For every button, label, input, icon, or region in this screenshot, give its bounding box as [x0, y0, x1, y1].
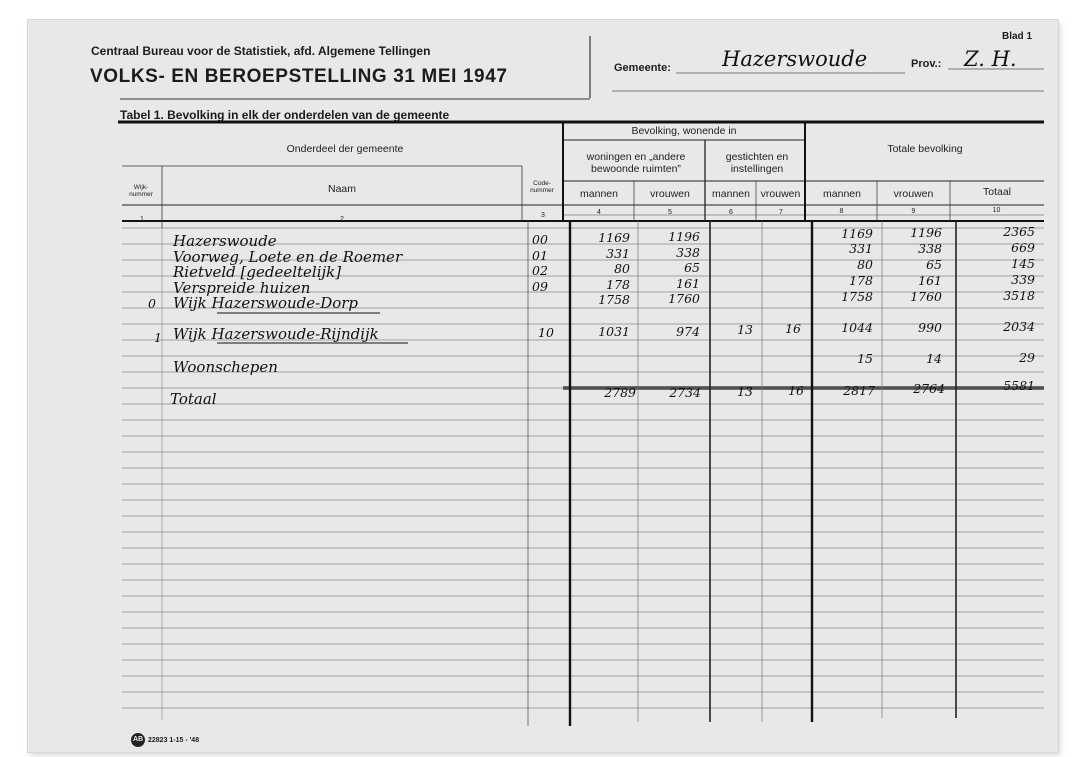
row-woningen-mannen: 2789 — [604, 385, 636, 400]
printer-logo-icon: AB — [131, 733, 145, 747]
row-totaal-totaal: 669 — [1011, 240, 1035, 255]
header-gestichten: gestichten en instellingen — [725, 151, 789, 175]
row-woningen-mannen: 80 — [614, 261, 630, 276]
row-woningen-vrouwen: 65 — [684, 260, 700, 275]
print-code: 22823 1-15 - '48 — [148, 737, 200, 744]
column-number: 5 — [668, 209, 672, 216]
row-totaal-mannen: 178 — [849, 273, 873, 288]
row-name: Rietveld [gedeeltelijk] — [173, 263, 342, 281]
row-totaal-vrouwen: 2764 — [913, 381, 945, 396]
header-totaal: Totaal — [982, 186, 1012, 198]
row-woningen-vrouwen: 2734 — [669, 385, 701, 400]
column-number: 6 — [729, 209, 733, 216]
header-codenummer: Code-nummer — [530, 180, 554, 194]
column-number: 8 — [839, 208, 844, 215]
column-number: 1 — [140, 216, 144, 223]
row-name: Hazerswoude — [173, 232, 277, 250]
province-value: Z. H. — [964, 47, 1017, 71]
column-number: 10 — [992, 207, 1001, 214]
page-number: Blad 1 — [1002, 31, 1033, 42]
header-mannen: mannen — [712, 188, 750, 200]
row-totaal-totaal: 3518 — [1003, 288, 1035, 303]
column-number: 9 — [911, 208, 916, 215]
row-woningen-vrouwen: 161 — [676, 276, 700, 291]
row-totaal-totaal: 2365 — [1003, 224, 1035, 239]
row-gestichten-vrouwen: 16 — [785, 321, 801, 336]
row-woningen-mannen: 178 — [606, 277, 630, 292]
gemeente-value: Hazerswoude — [722, 47, 868, 71]
row-totaal-mannen: 1758 — [841, 289, 873, 304]
header-totale-bevolking: Totale bevolking — [887, 143, 963, 155]
row-code: 00 — [532, 232, 548, 247]
row-totaal-mannen: 80 — [857, 257, 873, 272]
row-gestichten-mannen: 13 — [737, 322, 753, 337]
table-title: Tabel 1. Bevolking in elk der onderdelen van de gemeente — [120, 108, 450, 122]
header-vrouwen: vrouwen — [760, 188, 801, 200]
row-totaal-vrouwen: 1196 — [910, 225, 942, 240]
header-vrouwen: vrouwen — [893, 188, 934, 200]
row-code: 09 — [532, 279, 548, 294]
row-woningen-vrouwen: 338 — [676, 245, 700, 260]
header-onderdeel: Onderdeel der gemeente — [286, 143, 404, 155]
row-code: 10 — [538, 325, 554, 340]
header-mannen: mannen — [580, 188, 618, 200]
header-vrouwen: vrouwen — [650, 188, 690, 200]
form-title: VOLKS- EN BEROEPSTELLING 31 MEI 1947 — [90, 66, 508, 87]
row-totaal-totaal: 339 — [1011, 272, 1035, 287]
row-totaal-mannen: 1044 — [841, 320, 873, 335]
row-name-totaal: Totaal — [170, 390, 217, 408]
row-totaal-totaal: 2034 — [1003, 319, 1035, 334]
column-number: 2 — [340, 216, 344, 223]
row-woningen-vrouwen: 1196 — [668, 229, 700, 244]
row-totaal-totaal: 145 — [1011, 256, 1035, 271]
row-totaal-vrouwen: 338 — [918, 241, 942, 256]
row-name: Voorweg, Loete en de Roemer — [173, 248, 403, 266]
row-woningen-mannen: 1758 — [598, 292, 630, 307]
row-totaal-totaal: 29 — [1019, 350, 1035, 365]
header-mannen: mannen — [823, 188, 861, 200]
column-number: 7 — [779, 209, 783, 216]
row-totaal-totaal: 5581 — [1003, 378, 1035, 393]
header-woningen: woningen en „andere bewoonde ruimten” — [586, 151, 686, 175]
row-totaal-mannen: 15 — [857, 351, 873, 366]
row-totaal-mannen: 1169 — [841, 226, 873, 241]
row-gestichten-vrouwen: 16 — [788, 383, 804, 398]
province-label: Prov.: — [911, 58, 942, 70]
row-wijknummer: 1 — [154, 330, 162, 345]
header-wijknummer: Wijk-nummer — [129, 184, 153, 198]
row-totaal-vrouwen: 65 — [926, 257, 942, 272]
row-code: 01 — [532, 248, 548, 263]
row-gestichten-mannen: 13 — [737, 384, 753, 399]
row-woningen-vrouwen: 974 — [676, 324, 700, 339]
row-code: 02 — [532, 263, 548, 278]
row-woningen-mannen: 1031 — [598, 324, 630, 339]
row-totaal-vrouwen: 1760 — [910, 289, 942, 304]
row-name: Woonschepen — [173, 358, 278, 376]
organisation-line: Centraal Bureau voor de Statistiek, afd. Algemene Tellingen — [91, 44, 431, 58]
header-naam: Naam — [327, 183, 356, 195]
row-totaal-vrouwen: 990 — [918, 320, 942, 335]
row-name: Wijk Hazerswoude-Rijndijk — [173, 325, 379, 343]
row-woningen-mannen: 1169 — [598, 230, 630, 245]
row-totaal-mannen: 2817 — [843, 383, 875, 398]
row-woningen-mannen: 331 — [606, 246, 630, 261]
row-totaal-mannen: 331 — [849, 241, 873, 256]
row-totaal-vrouwen: 14 — [926, 351, 942, 366]
column-number: 4 — [597, 209, 601, 216]
row-name: Verspreide huizen — [173, 279, 311, 297]
gemeente-label: Gemeente: — [614, 62, 671, 74]
row-wijknummer: 0 — [148, 296, 156, 311]
row-totaal-vrouwen: 161 — [918, 273, 942, 288]
header-bevolking-wonende: Bevolking, wonende in — [631, 125, 737, 137]
column-number: 3 — [541, 212, 545, 219]
row-name: Wijk Hazerswoude-Dorp — [173, 294, 359, 312]
row-woningen-vrouwen: 1760 — [668, 291, 700, 306]
